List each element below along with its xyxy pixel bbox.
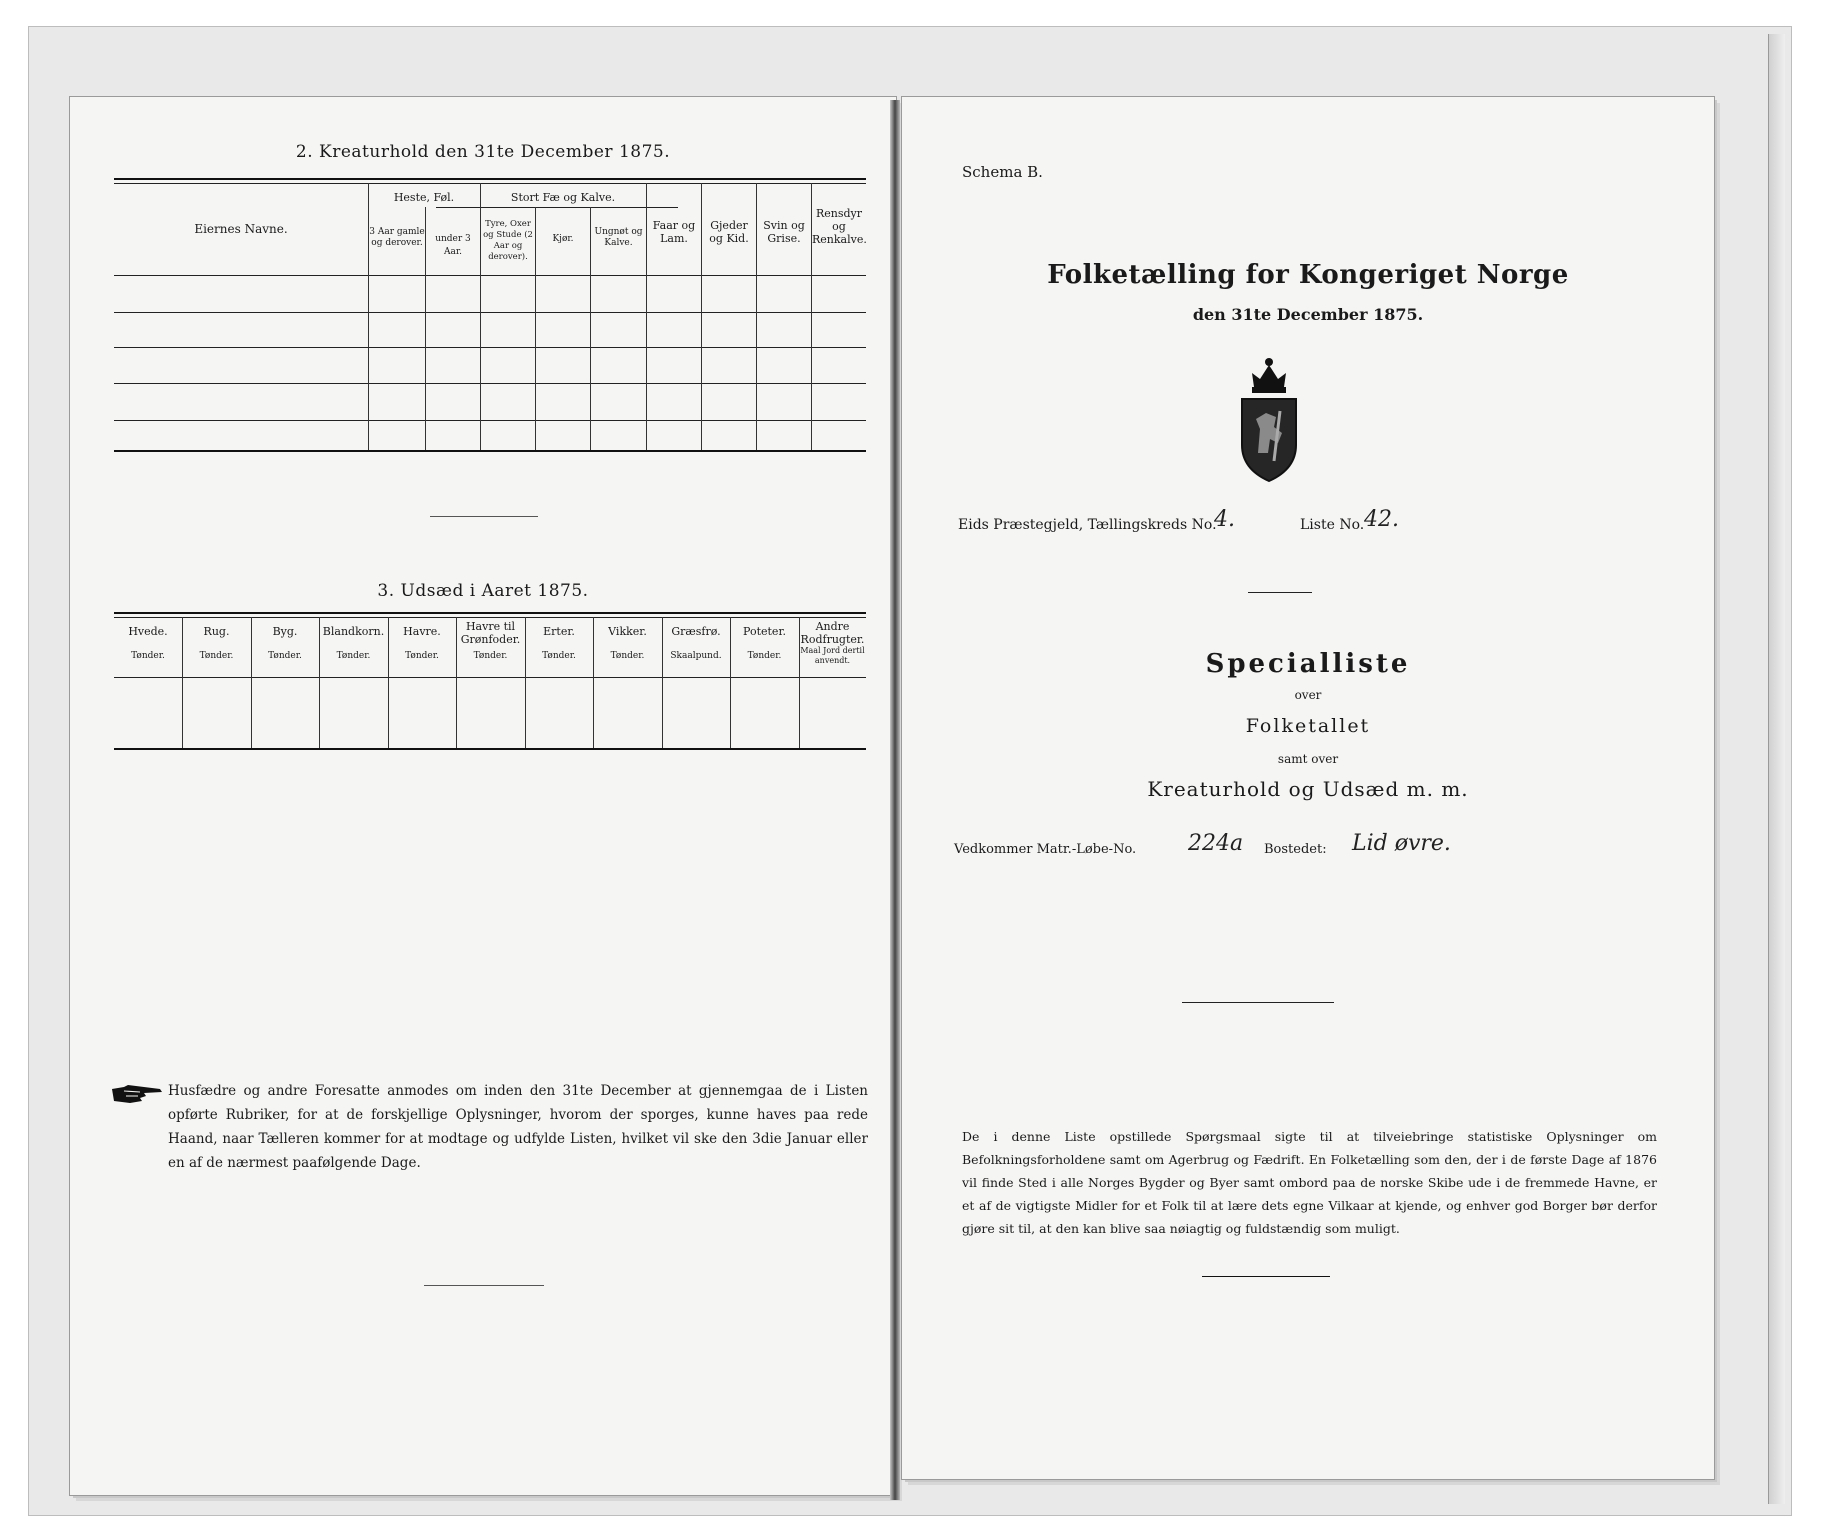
bosted-label: Bostedet: [1264, 842, 1327, 857]
district-number: 4. [1214, 507, 1235, 532]
book-edge [1768, 34, 1785, 1504]
col-barley-unit: Tønder. [268, 651, 302, 661]
list-label: Liste No. [1300, 517, 1365, 533]
livestock-sowing-heading: Kreaturhold og Udsæd m. m. [1147, 777, 1469, 801]
col-goats: Gjeder og Kid. [709, 219, 749, 245]
col-mixed-grain: Blandkorn. [322, 625, 385, 638]
col-cattle-young: Ungnøt og Kalve. [594, 227, 643, 248]
col-vetch-unit: Tønder. [610, 651, 645, 661]
col-green-fodder-unit: Tønder. [473, 651, 508, 661]
col-cattle-cows: Kjør. [552, 234, 574, 244]
population-text: Folketallet [1245, 715, 1371, 737]
left-page [70, 97, 896, 1495]
parish-district-label: Eids Præstegjeld, Tællingskreds No. [958, 517, 1217, 533]
col-potatoes: Poteter. [743, 625, 786, 638]
special-list-title: Specialliste [1205, 649, 1411, 679]
col-root-crops: Andre Rodfrugter. [800, 620, 865, 646]
matr-number: 224a [1188, 831, 1244, 856]
group-horses: Heste, Føl. [393, 191, 455, 204]
pointing-hand-icon [110, 1083, 166, 1105]
col-potatoes-unit: Tønder. [747, 651, 782, 661]
col-peas-unit: Tønder. [542, 651, 576, 661]
main-subtitle: den 31te December 1875. [1192, 305, 1424, 324]
col-wheat: Hvede. [128, 625, 168, 638]
rule-bottom [1202, 1276, 1330, 1277]
col-oats: Havre. [403, 625, 441, 638]
col-cattle-bulls: Tyre, Oxer og Stude (2 Aar og derover). [483, 219, 533, 262]
samt-over-text: samt over [1277, 752, 1339, 766]
footer-explanation: De i denne Liste opstillede Spørgsmaal sigte til at tilveiebringe statistiske Oplysninger om Befolkningsforholdene samt om Agerbrug og Fædrift. En Folketælling som den, der i de første Dage af 1876 vil finde Sted i alle Norges Bygder og Byer samt ombord paa de norske Skibe ude i de fremmede Havne, er et af de vigtigste Midler for et Folk til at lære dets egne Vilkaar at kjende, og enhver god Borger bør derfor gjøre sit til, at den kan blive saa nøiagtig og fuldstændig som muligt. [962, 1129, 1657, 1236]
bottom-rule [424, 1285, 544, 1286]
right-page [902, 97, 1714, 1479]
col-wheat-unit: Tønder. [131, 651, 165, 661]
col-peas: Erter. [543, 625, 575, 638]
col-pigs: Svin og Grise. [763, 219, 805, 245]
rule-mid [1182, 1002, 1334, 1003]
householder-notice: Husfædre og andre Foresatte anmodes om inden den 31te December at gjennemgaa de i Listen opførte Rubriker, for at de forskjellige Oplysninger, hvorom der sporges, kunne haves paa rede Haand, naar Tælleren kommer for at modtage og udfylde Listen, hvilket vil ske den 3die Januar eller en af de nærmest paafølgende Dage. [168, 1083, 868, 1171]
col-grass-seed: Græsfrø. [671, 625, 721, 638]
rule-short [1248, 592, 1312, 593]
book-spine [890, 100, 900, 1500]
matr-label: Vedkommer Matr.-Løbe-No. [954, 842, 1137, 857]
col-horses-young: under 3 Aar. [435, 234, 471, 257]
col-owner-names: Eiernes Navne. [194, 222, 288, 236]
col-root-crops-unit: Maal Jord dertil anvendt. [800, 646, 865, 665]
coat-of-arms-icon [1234, 353, 1304, 485]
col-grass-seed-unit: Skaalpund. [670, 651, 722, 661]
col-reindeer: Rensdyr og Renkalve. [812, 207, 867, 246]
group-cattle: Stort Fæ og Kalve. [510, 191, 616, 204]
col-green-fodder: Havre til Grønfoder. [460, 620, 521, 646]
divider-rule [430, 516, 538, 517]
col-sheep: Faar og Lam. [652, 219, 696, 245]
col-mixed-grain-unit: Tønder. [336, 651, 371, 661]
col-horses-old: 3 Aar gamle og derover. [369, 227, 425, 248]
livestock-section-title: 2. Kreaturhold den 31te December 1875. [295, 142, 671, 162]
sowing-section-title: 3. Udsæd i Aaret 1875. [377, 581, 589, 601]
list-number: 42. [1364, 507, 1399, 532]
col-vetch: Vikker. [608, 625, 647, 638]
main-title: Folketælling for Kongeriget Norge [1047, 260, 1569, 290]
col-rye: Rug. [203, 625, 230, 638]
col-rye-unit: Tønder. [199, 651, 234, 661]
over-text-1: over [1294, 688, 1322, 702]
bosted-value: Lid øvre. [1352, 831, 1451, 856]
col-oats-unit: Tønder. [405, 651, 439, 661]
col-barley: Byg. [272, 625, 298, 638]
schema-label: Schema B. [962, 163, 1043, 181]
